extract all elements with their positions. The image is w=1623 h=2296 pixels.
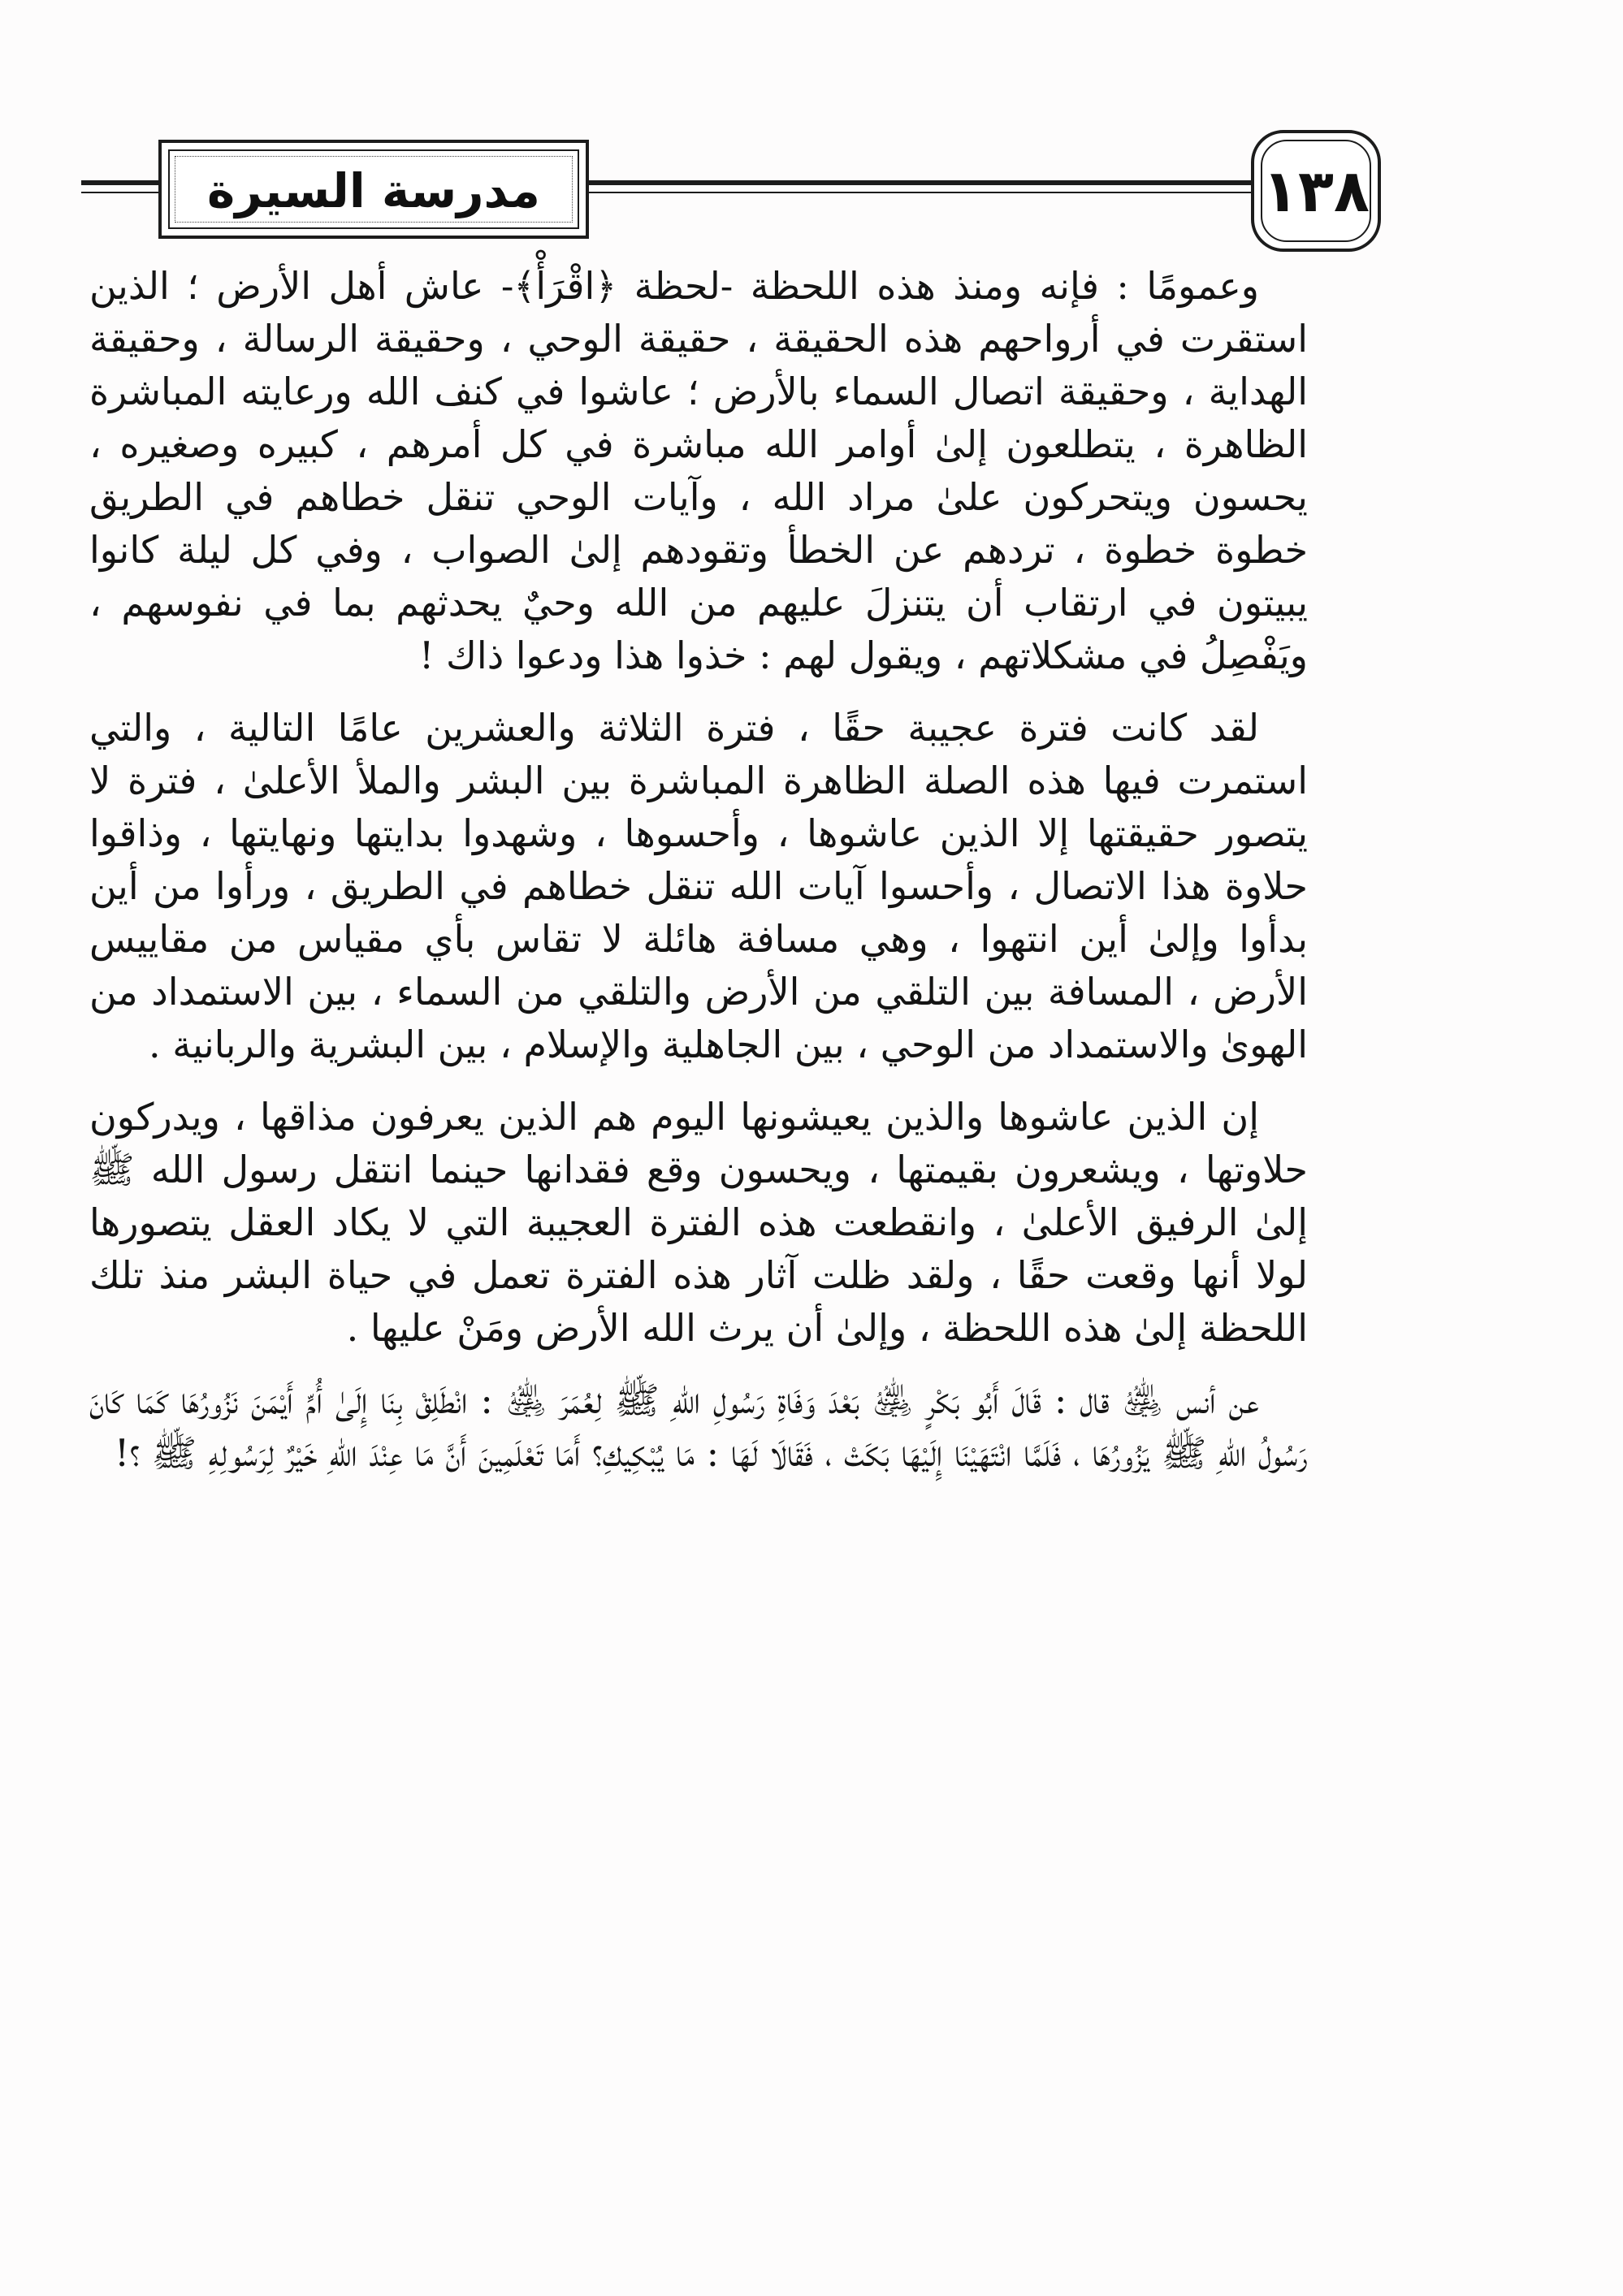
page-number-frame (1251, 130, 1381, 252)
running-title-frame (158, 140, 589, 239)
paragraph-1: وعمومًا : فإنه ومنذ هذه اللحظة -لحظة ﴿اقْرَأْ﴾- عاش أهل الأرض ؛ الذين استقرت في أرواحهم هذه الحقيقة ، حقيقة الوحي ، وحقيقة الرسالة ، وحقيقة الهداية ، وحقيقة اتصال السماء بالأرض ؛ عاشوا في كنف الله ورعايته المباشرة الظاهرة ، يتطلعون إلىٰ أوامر الله مباشرة في كل أمرهم ، كبيره وصغيره ، يحسون ويتحركون علىٰ مراد الله ، وآيات الوحي تنقل خطاهم في الطريق خطوة خطوة ، تردهم عن الخطأ وتقودهم إلىٰ الصواب ، وفي كل ليلة كانوا يبيتون في ارتقاب أن يتنزلَ عليهم من الله وحيٌ يحدثهم بما في نفوسهم ، ويَفْصِلُ في مشكلاتهم ، ويقول لهم : خذوا هذا ودعوا ذاك ! (89, 264, 1308, 677)
page-number: ١٣٨ (1262, 157, 1370, 225)
paragraph-3: إن الذين عاشوها والذين يعيشونها اليوم هم الذين يعرفون مذاقها ، ويدركون حلاوتها ، ويشعرون بقيمتها ، ويحسون وقع فقدانها حينما انتقل رسول الله ﷺ إلىٰ الرفيق الأعلىٰ ، وانقطعت هذه الفترة العجيبة التي لا يكاد العقل يتصورها لولا أنها وقعت حقًا ، ولقد ظلت آثار هذه الفترة تعمل في حياة البشر منذ تلك اللحظة إلىٰ هذه اللحظة ، وإلىٰ أن يرث الله الأرض ومَنْ عليها . (89, 1095, 1308, 1350)
body-text (89, 260, 1308, 1499)
page-header (81, 130, 1370, 252)
running-title: مدرسة السيرة (207, 163, 540, 218)
header-rule-left (81, 180, 158, 185)
header-rule-middle (589, 180, 1251, 185)
paragraph-hadith: عن أنس ﵁ قال : قَالَ أَبُو بَكْرٍ ﵁ بَعْدَ وَفَاةِ رَسُولِ اللهِ ﷺ لِعُمَرَ ﵁ : انْطَلِقْ بِنَا إِلَىٰ أُمِّ أَيْمَنَ نَزُورُهَا كَمَا كَانَ رَسُولُ اللهِ ﷺ يَزُورُهَا ، فَلَمَّا انْتَهَيْنَا إِلَيْهَا بَكَتْ ، فَقَالَا لَهَا : مَا يُبْكِيكِ؟ أَمَا تَعْلَمِينَ أَنَّ مَا عِنْدَ اللهِ خَيْرٌ لِرَسُولِهِ ﷺ ؟! (89, 1378, 1308, 1475)
paragraph-2: لقد كانت فترة عجيبة حقًا ، فترة الثلاثة والعشرين عامًا التالية ، والتي استمرت فيها هذه الصلة الظاهرة المباشرة بين البشر والملأ الأعلىٰ ، فترة لا يتصور حقيقتها إلا الذين عاشوها ، وأحسوها ، وشهدوا بدايتها ونهايتها ، وذاقوا حلاوة هذا الاتصال ، وأحسوا آيات الله تنقل خطاهم في الطريق ، ورأوا من أين بدأوا وإلىٰ أين انتهوا ، وهي مسافة هائلة لا تقاس بأي مقياس من مقاييس الأرض ، المسافة بين التلقي من الأرض والتلقي من السماء ، بين الاستمداد من الهوىٰ والاستمداد من الوحي ، بين الجاهلية والإسلام ، بين البشرية والربانية . (89, 706, 1308, 1066)
header-rule-middle-thin (589, 192, 1251, 193)
header-rule-left-thin (81, 192, 158, 193)
